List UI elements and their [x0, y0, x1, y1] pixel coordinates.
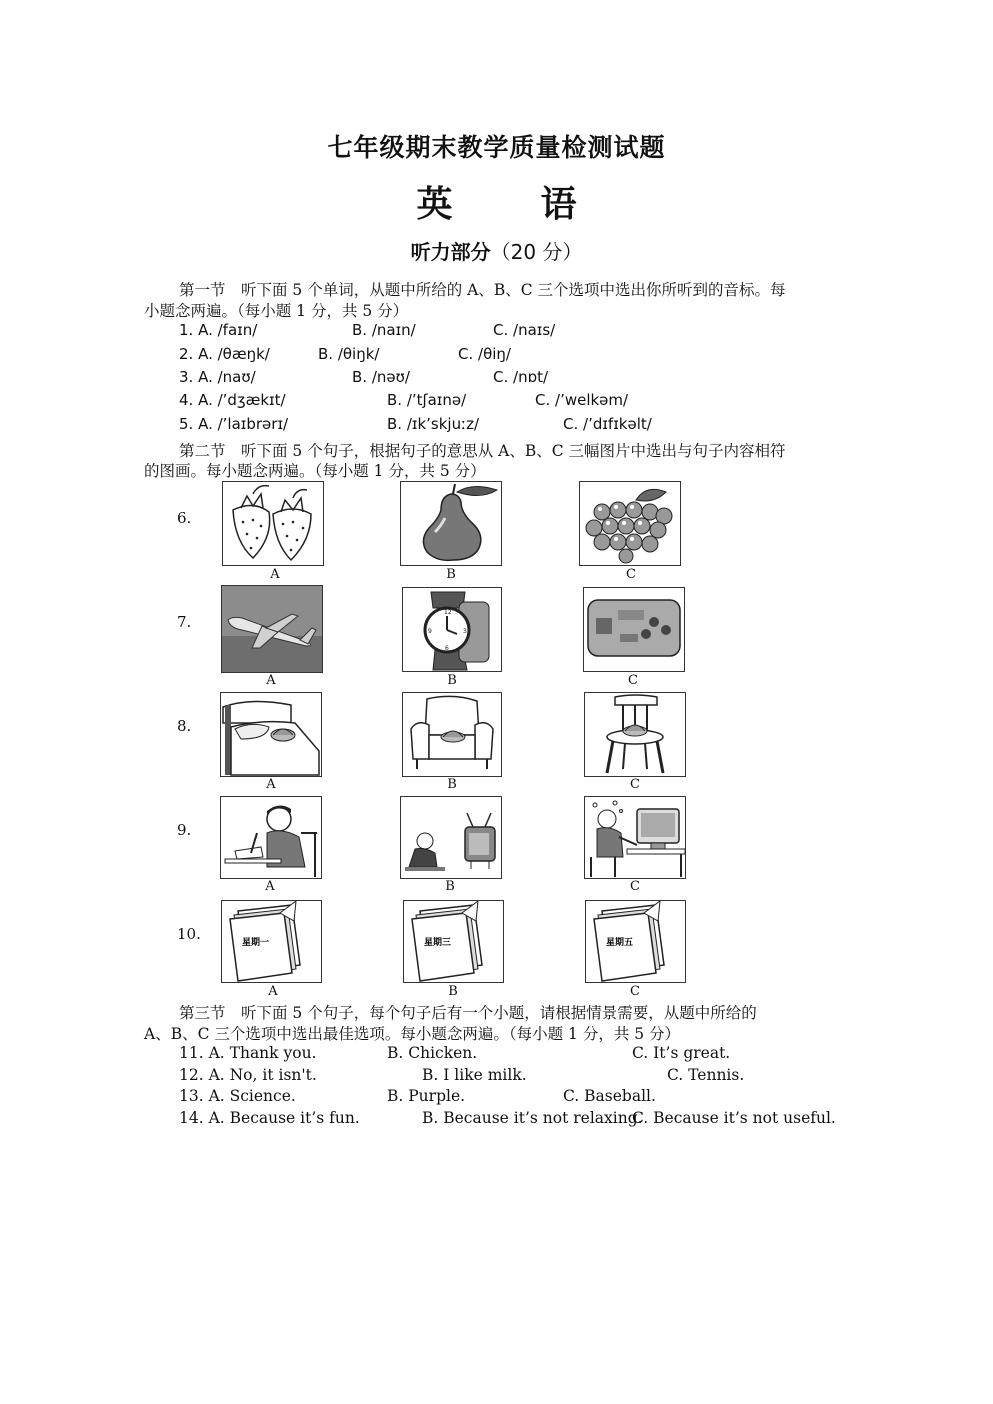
q11-option-c: C. It’s great. [632, 1044, 731, 1062]
q14-option-a: 14. A. Because it’s fun. [179, 1109, 360, 1127]
q6-label-a: A [270, 567, 280, 582]
q2-option-b: B. /θiŋk/ [318, 345, 380, 363]
q9-label-c: C [630, 879, 640, 894]
airplane-picture [221, 585, 323, 673]
q11-option-a: 11. A. Thank you. [179, 1044, 317, 1062]
q11-option-b: B. Chicken. [387, 1044, 478, 1062]
q8-label-b: B [447, 777, 457, 792]
q10-label-c: C [630, 984, 640, 999]
q6-label-b: B [446, 567, 456, 582]
q7-label-b: B [447, 673, 457, 688]
q13-option-b: B. Purple. [387, 1087, 466, 1105]
calendar-monday-picture [221, 900, 322, 983]
section2-intro-line1: 第二节 听下面 5 个句子，根据句子的意思从 A、B、C 三幅图片中选出与句子内容相符 [179, 442, 786, 460]
q9-number: 9. [177, 821, 192, 839]
svg-text:3: 3 [463, 628, 467, 635]
grapes-picture [579, 481, 681, 566]
calendar-friday-picture [585, 900, 686, 983]
q3-option-c: C. /nɒt/ [493, 368, 549, 386]
section3-intro-line2: A、B、C 三个选项中选出最佳选项。每小题念两遍。（每小题 1 分，共 5 分） [144, 1025, 681, 1043]
q3-option-b: B. /nəʊ/ [352, 368, 410, 386]
q8-label-c: C [630, 777, 640, 792]
calendar-day-label-friday: 星期五 [606, 938, 634, 948]
q5-option-a: 5. A. /’laɪbrərɪ/ [179, 415, 289, 433]
q7-label-c: C [628, 673, 638, 688]
part-title [0, 236, 993, 265]
q13-option-c: C. Baseball. [563, 1087, 656, 1105]
q14-option-b: B. Because it’s not relaxing. [422, 1109, 643, 1127]
subject-title [0, 176, 993, 227]
bed-picture [220, 692, 322, 777]
calendar-day-label-wednesday: 星期三 [424, 938, 452, 948]
part-score: （20 分） [490, 240, 583, 264]
q2-option-a: 2. A. /θæŋk/ [179, 345, 270, 363]
q8-label-a: A [266, 777, 276, 792]
svg-text:9: 9 [428, 628, 432, 635]
q4-option-c: C. /’welkəm/ [535, 391, 629, 409]
section2-intro-line2: 的图画。每小题念两遍。（每小题 1 分，共 5 分） [144, 462, 486, 480]
chair-picture [584, 692, 686, 777]
boy-computer-picture [584, 796, 686, 879]
calendar-day-label-monday: 星期一 [242, 938, 270, 948]
q3-option-a: 3. A. /naʊ/ [179, 368, 256, 386]
q10-number: 10. [177, 925, 201, 943]
q1-option-a: 1. A. /faɪn/ [179, 321, 258, 339]
svg-text:12: 12 [444, 609, 452, 616]
part-title-text: 听力部分 [410, 240, 491, 264]
armchair-picture [402, 692, 502, 777]
q4-option-b: B. /’tʃaɪnə/ [387, 391, 467, 409]
exam-title: 七年级期末教学质量检测试题 [327, 133, 666, 162]
section3-intro-line1: 第三节 听下面 5 个句子，每个句子后有一个小题，请根据情景需要，从题中所给的 [179, 1004, 757, 1022]
pear-picture [400, 481, 502, 566]
q6-number: 6. [177, 509, 192, 527]
q9-label-a: A [265, 879, 275, 894]
q1-option-c: C. /naɪs/ [493, 321, 556, 339]
subject-char-2: 语 [540, 183, 577, 225]
q12-option-b: B. I like milk. [422, 1066, 527, 1084]
q8-number: 8. [177, 717, 192, 735]
q2-option-c: C. /θiŋ/ [458, 345, 511, 363]
q13-option-a: 13. A. Science. [179, 1087, 296, 1105]
q7-label-a: A [266, 673, 276, 688]
watch-picture [402, 587, 502, 672]
q14-option-c: C. Because it’s not useful. [632, 1109, 836, 1127]
section1-intro-line2: 小题念两遍。（每小题 1 分，共 5 分） [144, 302, 409, 320]
q10-label-b: B [448, 984, 458, 999]
q10-label-a: A [268, 984, 278, 999]
section1-intro-line1: 第一节 听下面 5 个单词，从题中所给的 A、B、C 三个选项中选出你所听到的音标。每 [179, 281, 786, 299]
q6-label-c: C [626, 567, 636, 582]
q4-option-a: 4. A. /’dʒækɪt/ [179, 391, 286, 409]
strawberries-picture [222, 481, 324, 566]
q5-option-c: C. /’dɪfɪkəlt/ [563, 415, 652, 433]
q5-option-b: B. /ɪk’skjuːz/ [387, 415, 480, 433]
game-controller-picture [583, 587, 685, 672]
boy-watching-tv-picture [400, 796, 502, 879]
q9-label-b: B [445, 879, 455, 894]
q12-option-c: C. Tennis. [667, 1066, 745, 1084]
subject-char-1: 英 [416, 183, 453, 225]
q12-option-a: 12. A. No, it isn't. [179, 1066, 317, 1084]
q7-number: 7. [177, 613, 192, 631]
q1-option-b: B. /naɪn/ [352, 321, 416, 339]
svg-text:6: 6 [445, 645, 449, 652]
boy-writing-picture [220, 796, 322, 879]
calendar-wednesday-picture [403, 900, 504, 983]
